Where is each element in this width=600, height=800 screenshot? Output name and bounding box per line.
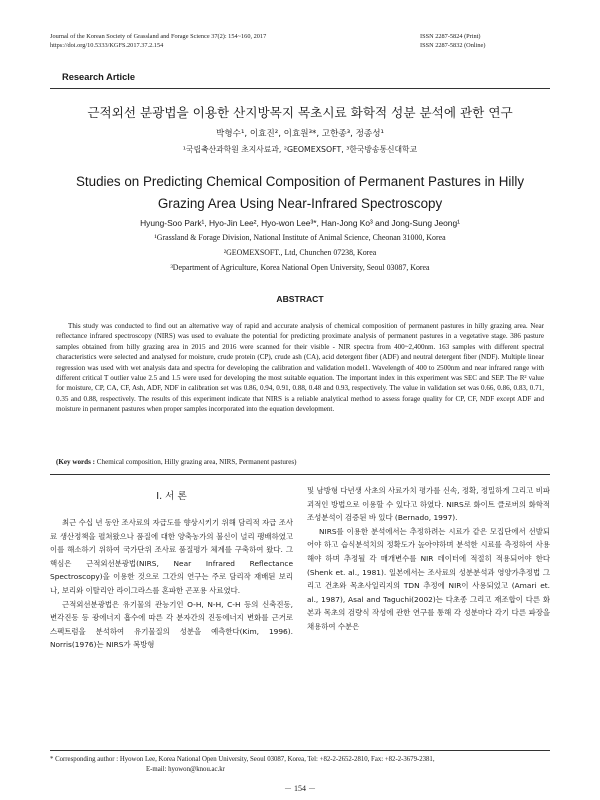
keywords-label: (Key words : — [56, 458, 96, 466]
header-divider — [50, 88, 550, 89]
english-affiliation-1: ¹Grassland & Forage Division, National Institute of Animal Science, Cheonan 31000, Korea — [154, 233, 446, 242]
footnote-divider — [50, 750, 550, 751]
english-title — [40, 172, 560, 214]
english-affiliation-2: ²GEOMEXSOFT., Ltd, Chunchen 07238, Korea — [223, 248, 377, 257]
english-title-line-1: Studies on Predicting Chemical Composition of Permanent Pastures in Hilly — [75, 174, 525, 189]
left-paragraph-2: 근적외선분광법은 유기물의 관능기인 O-H, N-H, C-H 등의 신축진동, 변각진동 등 광에너지 흡수에 따른 각 분자간의 진동에너지 변화를 근거로 스펙트럼을 분석하여 유기물질의 성분을 예측한다(Kim, 1996). Norris(1976)는 NIRS가 복방형 — [50, 599, 293, 650]
left-paragraph-1: 최근 수십 년 동안 조사료의 자급도를 향상시키기 위해 담리적 자급 조사료 생산정책을 펼쳐왔으나 품질에 대한 양축농가의 불신이 널리 팽배하였고 이를 해소하기 위하여 국가단위 조사료 품질평가 체계를 구축하여 왔다. 그 핵심은 근적외선분광법(NIRS, Near Infrared Reflectance Spectroscopy)을 이용한 것으로 그간의 연구는 주로 담리작 재배된 보리나, 보리와 이탈리안 라이그라스를 혼파한 곤포용 사료였다. — [50, 518, 293, 595]
page-number: － 154 － — [284, 784, 316, 793]
keywords-text: Chemical composition, Hilly grazing area, NIRS, Permanent pastures) — [95, 458, 297, 466]
issn-print: ISSN 2287-5824 (Print) — [420, 33, 481, 40]
section-heading-introduction: Ⅰ. 서 론 — [156, 491, 187, 502]
footnote-email: E-mail: hyowon@knou.ac.kr — [146, 766, 225, 773]
article-type: Research Article — [62, 72, 136, 82]
footnote-line-1: * Corresponding author : Hyowon Lee, Korea National Open University, Seoul 03087, Korea, Tel: +82-2-2652-2810, Fax: +82-2-3679-2381, — [50, 756, 435, 763]
abstract-heading: ABSTRACT — [276, 294, 324, 304]
right-paragraph-1: 및 남방형 다년생 사초의 사료가치 평가를 신속, 정확, 정밀하게 그리고 비파괴적인 방법으로 이용할 수 있다고 하였다. NIRS로 화이트 클로버의 화학적 조성분석이 검증된 바 있다 (Bernado, 1997). — [307, 486, 550, 523]
left-column — [50, 516, 293, 652]
korean-authors: 박형수¹, 이효진², 이효원³*, 고한종³, 정종성¹ — [216, 129, 384, 139]
right-column — [307, 484, 550, 634]
keywords — [56, 457, 544, 467]
abstract-body: This study was conducted to find out an alternative way of rapid and accurate analysis of chemical composition of permanent pastures in hilly grazing area. Near reflectance infrared spectroscopy (NIRS) was used to evaluate the potential for predicting proximate analysis of permanent pastures in a vegetative stage. 386 pasture samples obtained from hilly grazing area in 2015 and 2016 were scanned for their visible - NIR spectra from 400~2,400nm. 163 samples with different spectral characteristics were selected and analysed for moisture, crude protein (CP), crude ash (CA), acid detergent fiber (ADF) and neutral detergent fiber (NDF). Multiple linear regression was used with wet analysis data and spectra for developing the calibration and validation model1. Wavelength of 400 to 2500nm and near infrared range with different critical T outlier value 2.5 and 1.5 were used for developing the most suitable equation. The important index in this experiment was SEC and SEP. The R² value for moisture, CP, CA, CF, Ash, ADF, NDF in calibration set was 0.86, 0.94, 0.91, 0.88, 0.48 and 0.93, respectively. The value in validation set was 0.66, 0.86, 0.83, 0.71, 0.35 and 0.88, respectively. The results of this experiment indicate that NIRS is a reliable analytical method to assess forage quality for CP, CF, NDF except ADF and moisture in permanent pastures when proper samples incorporated into the equation development. — [56, 322, 544, 414]
english-title-line-2: Grazing Area Using Near-Infrared Spectroscopy — [157, 196, 443, 211]
doi-link[interactable]: https://doi.org/10.5333/KGFS.2017.37.2.154 — [50, 42, 164, 49]
right-paragraph-2: NIRS를 이용한 분석에서는 추정하려는 시료가 같은 모집단에서 선발되어야 하고 습식분석치의 정확도가 높아야하며 분석한 시료를 측정하여 사용해야 하며 추정될 각 매개변수를 NIR 데이터에 적절히 적용되어야 한다(Shenk et. al., 1981). 일본에서는 조사료의 성분분석과 영양가추정법 그리고 건초와 목초사일리지의 TDN 추정에 NIR이 사용되었고 (Amari et. al., 1987), Asal and Taguchi(2002)는 다초종 그리고 재조합이 다른 화본과 목초의 검량식 작성에 관한 연구를 통해 각 성분마다 각기 다른 파장을 채용하여 수분은 — [307, 526, 550, 631]
english-authors: Hyung-Soo Park¹, Hyo-Jin Lee², Hyo-won Lee³*, Han-Jong Ko³ and Jong-Sung Jeong¹ — [140, 218, 460, 228]
korean-affiliations: ¹국립축산과학원 초지사료과, ²GEOMEXSOFT, ³한국방송통신대학교 — [182, 145, 418, 154]
journal-citation: Journal of the Korean Society of Grassland and Forage Science 37(2): 154~160, 2017 — [50, 33, 267, 40]
english-affiliation-3: ³Department of Agriculture, Korea National Open University, Seoul 03087, Korea — [170, 263, 430, 272]
issn-online: ISSN 2287-5832 (Online) — [420, 42, 486, 49]
korean-title: 근적외선 분광법을 이용한 산지방목지 목초시료 화학적 성분 분석에 관한 연구 — [87, 105, 513, 120]
abstract-divider — [50, 474, 550, 475]
corresponding-author-footnote — [50, 755, 550, 775]
